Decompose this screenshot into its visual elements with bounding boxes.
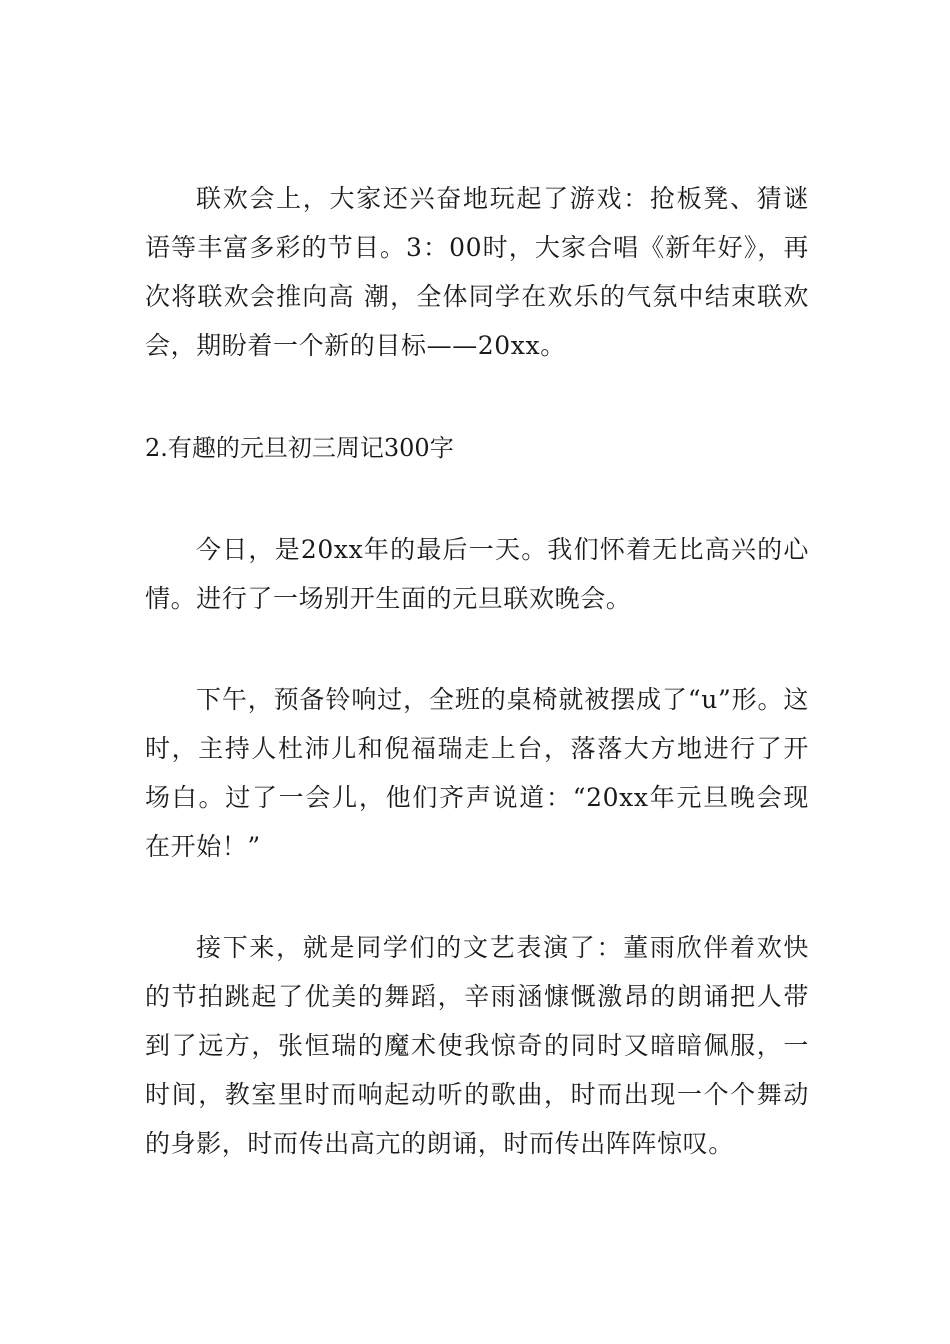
section-heading: 2.有趣的元旦初三周记300字 <box>145 434 454 462</box>
paragraph-party-games: 联欢会上，大家还兴奋地玩起了游戏：抢板凳、猜谜语等丰富多彩的节目。3：00时，大家合唱《新年好》，再次将联欢会推向高 潮，全体同学在欢乐的气氛中结束联欢会，期盼着一个新的目标——20xx。 <box>145 184 809 360</box>
paragraph-performances: 接下来，就是同学们的文艺表演了：董雨欣伴着欢快的节拍跳起了优美的舞蹈，辛雨涵慷慨激昂的朗诵把人带到了远方，张恒瑞的魔术使我惊奇的同时又暗暗佩服，一时间，教室里时而响起动听的歌曲，时而出现一个个舞动的身影，时而传出高亢的朗诵，时而传出阵阵惊叹。 <box>145 933 809 1158</box>
paragraph-last-day: 今日，是20xx年的最后一天。我们怀着无比高兴的心情。进行了一场别开生面的元旦联欢晚会。 <box>145 535 809 613</box>
paragraph-opening: 下午，预备铃响过，全班的桌椅就被摆成了“u”形。这时，主持人杜沛儿和倪福瑞走上台，落落大方地进行了开场白。过了一会儿，他们齐声说道：“20xx年元旦晚会现在开始！” <box>145 685 809 861</box>
